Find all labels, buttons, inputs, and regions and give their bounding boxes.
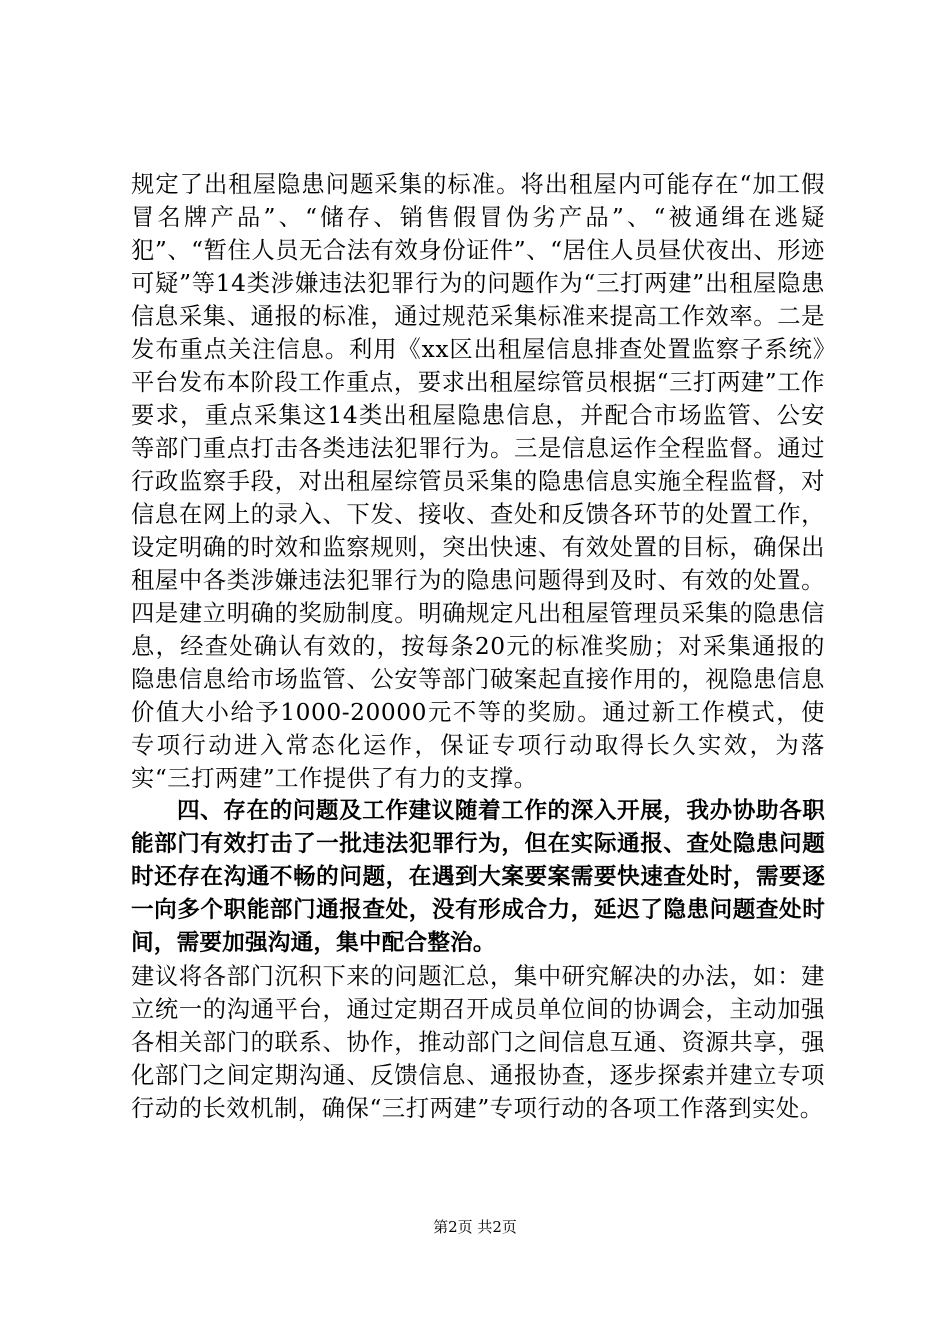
section-four-paragraph: 四、存在的问题及工作建议随着工作的深入开展，我办协助各职能部门有效打击了一批违法犯罪行为，但在实际通报、查处隐患问题时还存在沟通不畅的问题，在遇到大案要案需要快速查处时，需要逐一向多个职能部门通报查处，没有形成合力，延迟了隐患问题查处时间，需要加强沟通，集中配合整治。 xyxy=(131,798,825,956)
page-number-footer: 第2页 共2页 xyxy=(433,1218,517,1236)
document-body xyxy=(131,168,825,1125)
body-paragraph-continued: 规定了出租屋隐患问题采集的标准。将出租屋内可能存在“加工假冒名牌产品”、“储存、销售假冒伪劣产品”、“被通缉在逃疑犯”、“暂住人员无合法有效身份证件”、“居住人员昼伏夜出、形迹可疑”等14类涉嫌违法犯罪行为的问题作为“三打两建”出租屋隐患信息采集、通报的标准，通过规范采集标准来提高工作效率。二是发布重点关注信息。利用《xx区出租屋信息排查处置监察子系统》平台发布本阶段工作重点，要求出租屋综管员根据“三打两建”工作要求，重点采集这14类出租屋隐患信息，并配合市场监管、公安等部门重点打击各类违法犯罪行为。三是信息运作全程监督。通过行政监察手段，对出租屋综管员采集的隐患信息实施全程监督，对信息在网上的录入、下发、接收、查处和反馈各环节的处置工作，设定明确的时效和监察规则，突出快速、有效处置的目标，确保出租屋中各类涉嫌违法犯罪行为的隐患问题得到及时、有效的处置。四是建立明确的奖励制度。明确规定凡出租屋管理员采集的隐患信息，经查处确认有效的，按每条20元的标准奖励；对采集通报的隐患信息给市场监管、公安等部门破案起直接作用的，视隐患信息价值大小给予1000-20000元不等的奖励。通过新工作模式，使专项行动进入常态化运作，保证专项行动取得长久实效，为落实“三打两建”工作提供了有力的支撑。 xyxy=(131,171,825,792)
suggestion-paragraph: 建议将各部门沉积下来的问题汇总，集中研究解决的办法，如：建立统一的沟通平台，通过定期召开成员单位间的协调会，主动加强各相关部门的联系、协作，推动部门之间信息互通、资源共享，强化部门之间定期沟通、反馈信息、通报协查，逐步探索并建立专项行动的长效机制，确保“三打两建”专项行动的各项工作落到实处。 xyxy=(131,963,825,1122)
